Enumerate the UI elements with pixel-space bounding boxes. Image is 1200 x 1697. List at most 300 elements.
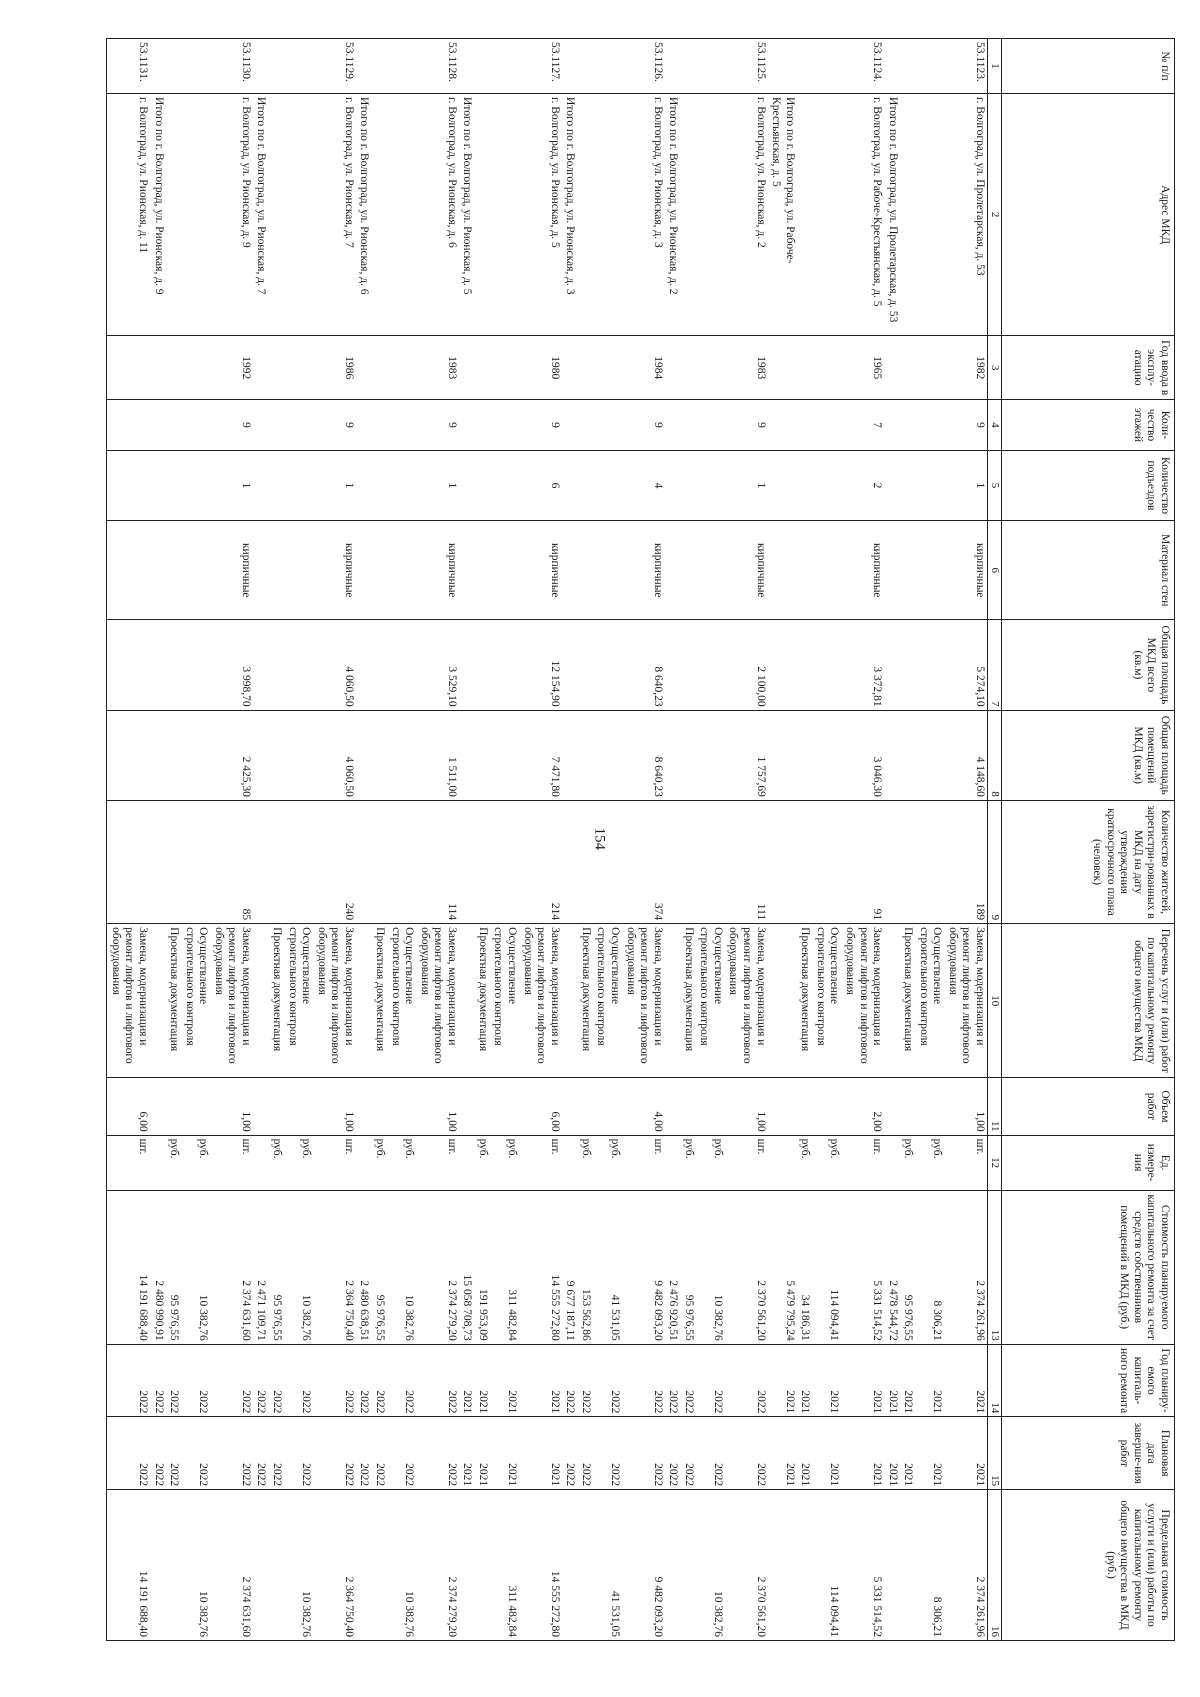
- residents-cell: 214: [519, 800, 562, 923]
- floors-cell: [474, 400, 490, 451]
- empty-cell: [253, 710, 269, 800]
- column-number: 3: [988, 336, 1002, 400]
- cost-cell: 8 306,21: [915, 1190, 944, 1344]
- header-cell: № п/п: [1002, 39, 1175, 94]
- table-row: [680, 39, 696, 1641]
- material-cell: [490, 521, 519, 620]
- plan-year-cell: 2022: [313, 1344, 356, 1417]
- empty-cell: [253, 450, 269, 520]
- unit-cell: руб.: [166, 1135, 182, 1190]
- empty-cell: [884, 1490, 900, 1641]
- empty-cell: [768, 800, 797, 923]
- column-number: 14: [988, 1344, 1002, 1417]
- year-cell: [680, 336, 696, 400]
- end-year-cell: 2022: [268, 1417, 284, 1490]
- row-number-cell: 53.1128.: [416, 39, 459, 94]
- area-total-cell: 8 640,23: [622, 620, 665, 710]
- work-item-cell: Осуществление строительного контроля: [915, 924, 944, 1078]
- empty-cell: [665, 1078, 681, 1135]
- volume-cell: [797, 1078, 813, 1135]
- empty-cell: [253, 800, 269, 923]
- empty-cell: [768, 450, 797, 520]
- year-cell: [268, 336, 284, 400]
- total-row: [768, 39, 797, 1641]
- material-cell: кирпичные: [944, 521, 987, 620]
- area-total-cell: [915, 620, 944, 710]
- work-item-cell: Проектная документация: [680, 924, 696, 1078]
- year-cell: [900, 336, 916, 400]
- area-total-cell: [577, 620, 593, 710]
- row-number-cell: 53.1125.: [725, 39, 768, 94]
- row-number-cell: 53.1123.: [944, 39, 987, 94]
- address-cell: г. Волгоград, ул. Рионская, д. 11: [107, 94, 150, 336]
- total-label-cell: Итого по г. Волгоград, ул. Рионская, д. 5: [459, 94, 475, 336]
- address-cell: [797, 94, 813, 336]
- unit-cell: руб.: [387, 1135, 416, 1190]
- total-spacer-cell: [884, 39, 900, 94]
- residents-cell: [268, 800, 284, 923]
- empty-cell: [459, 450, 475, 520]
- header-cell: Год планиру-емого капиталь-ного ремонта: [1002, 1344, 1175, 1417]
- total-plan-year-cell: 2022: [150, 1344, 166, 1417]
- empty-cell: [562, 1490, 578, 1641]
- empty-cell: [356, 1490, 372, 1641]
- floors-cell: [284, 400, 313, 451]
- header-cell: Плановая дата заверше-ния работ: [1002, 1417, 1175, 1490]
- entrances-cell: [593, 450, 622, 520]
- year-cell: [696, 336, 725, 400]
- end-year-cell: 2021: [900, 1417, 916, 1490]
- floors-cell: [371, 400, 387, 451]
- unit-cell: руб.: [900, 1135, 916, 1190]
- column-number: 9: [988, 800, 1002, 923]
- residents-cell: 111: [725, 800, 768, 923]
- limit-cost-cell: 9 482 093,20: [622, 1490, 665, 1641]
- volume-cell: [812, 1078, 841, 1135]
- residents-cell: [797, 800, 813, 923]
- end-year-cell: 2022: [166, 1417, 182, 1490]
- empty-cell: [884, 521, 900, 620]
- total-cost-cell: 9 677 187,11: [562, 1190, 578, 1344]
- empty-cell: [562, 620, 578, 710]
- area-total-cell: [680, 620, 696, 710]
- entrances-cell: 1: [944, 450, 987, 520]
- work-item-cell: Проектная документация: [797, 924, 813, 1078]
- row-number-cell: 53.1124.: [841, 39, 884, 94]
- table-row: [387, 39, 416, 1641]
- empty-cell: [150, 924, 166, 1078]
- entrances-cell: [577, 450, 593, 520]
- residents-cell: [166, 800, 182, 923]
- total-row: [665, 39, 681, 1641]
- address-cell: [371, 94, 387, 336]
- entrances-cell: [680, 450, 696, 520]
- empty-cell: [768, 336, 797, 400]
- floors-cell: 9: [519, 400, 562, 451]
- capital-repair-table: [106, 38, 1175, 1641]
- empty-cell: [665, 1490, 681, 1641]
- entrances-cell: 1: [210, 450, 253, 520]
- empty-cell: [150, 1135, 166, 1190]
- empty-cell: [459, 800, 475, 923]
- entrances-cell: [387, 450, 416, 520]
- material-cell: [900, 521, 916, 620]
- volume-cell: [166, 1078, 182, 1135]
- row-number-cell: [797, 39, 813, 94]
- empty-cell: [459, 1135, 475, 1190]
- header-cell: Перечень услуг и (или) работ по капитальному ремонту общего имущества МКД: [1002, 924, 1175, 1078]
- address-cell: [387, 94, 416, 336]
- plan-year-cell: 2021: [797, 1344, 813, 1417]
- page-number: 154: [591, 827, 608, 850]
- floors-cell: 9: [416, 400, 459, 451]
- material-cell: [107, 521, 150, 620]
- address-cell: [166, 94, 182, 336]
- limit-cost-cell: 8 306,21: [915, 1490, 944, 1641]
- year-cell: [490, 336, 519, 400]
- column-number: 16: [988, 1490, 1002, 1641]
- entrances-cell: 2: [841, 450, 884, 520]
- area-rooms-cell: [387, 710, 416, 800]
- total-row: [562, 39, 578, 1641]
- empty-cell: [665, 620, 681, 710]
- row-number-cell: [490, 39, 519, 94]
- area-rooms-cell: [166, 710, 182, 800]
- residents-cell: [577, 800, 593, 923]
- plan-year-cell: 2022: [387, 1344, 416, 1417]
- end-year-cell: 2021: [944, 1417, 987, 1490]
- entrances-cell: [812, 450, 841, 520]
- floors-cell: [166, 400, 182, 451]
- column-number: 6: [988, 521, 1002, 620]
- end-year-cell: 2021: [490, 1417, 519, 1490]
- material-cell: [797, 521, 813, 620]
- cost-cell: 95 976,55: [268, 1190, 284, 1344]
- plan-year-cell: 2022: [725, 1344, 768, 1417]
- residents-cell: 240: [313, 800, 356, 923]
- address-cell: [915, 94, 944, 336]
- empty-cell: [253, 1078, 269, 1135]
- address-cell: [268, 94, 284, 336]
- total-label-cell: Итого по г. Волгоград, ул. Рабоче-Крестьянская, д. 5: [768, 94, 797, 336]
- residents-cell: [490, 800, 519, 923]
- limit-cost-cell: [268, 1490, 284, 1641]
- empty-cell: [665, 521, 681, 620]
- address-cell: г. Волгоград, ул. Рионская, д. 2: [725, 94, 768, 336]
- address-cell: г. Волгоград, ул. Рионская, д. 5: [519, 94, 562, 336]
- plan-year-cell: 2022: [284, 1344, 313, 1417]
- header-cell: Адрес МКД: [1002, 94, 1175, 336]
- floors-cell: [900, 400, 916, 451]
- residents-cell: [696, 800, 725, 923]
- volume-cell: [915, 1078, 944, 1135]
- area-total-cell: [107, 620, 150, 710]
- empty-cell: [459, 336, 475, 400]
- empty-cell: [884, 1135, 900, 1190]
- empty-cell: [253, 336, 269, 400]
- entrances-cell: [474, 450, 490, 520]
- empty-cell: [884, 400, 900, 451]
- end-year-cell: 2022: [210, 1417, 253, 1490]
- area-total-cell: 3 529,10: [416, 620, 459, 710]
- end-year-cell: 2022: [577, 1417, 593, 1490]
- year-cell: [915, 336, 944, 400]
- empty-cell: [356, 521, 372, 620]
- unit-cell: шт.: [313, 1135, 356, 1190]
- volume-cell: 6,00: [519, 1078, 562, 1135]
- header-cell: Предельная стоимость услуги и (или) работы по капитальному ремонту общего имущества в МКД (руб.): [1002, 1490, 1175, 1641]
- year-cell: 1980: [519, 336, 562, 400]
- total-spacer-cell: [562, 39, 578, 94]
- address-cell: [812, 94, 841, 336]
- end-year-cell: 2022: [696, 1417, 725, 1490]
- table-row: [944, 39, 987, 1641]
- empty-cell: [459, 710, 475, 800]
- total-label-cell: Итого по г. Волгоград, ул. Рионская, д. 9: [150, 94, 166, 336]
- total-plan-year-cell: 2022: [562, 1344, 578, 1417]
- cost-cell: 95 976,55: [680, 1190, 696, 1344]
- empty-cell: [562, 1135, 578, 1190]
- header-cell: Общая площадь МКД всего (кв.м): [1002, 620, 1175, 710]
- total-cost-cell: 2 471 109,71: [253, 1190, 269, 1344]
- total-cost-cell: 2 480 990,91: [150, 1190, 166, 1344]
- residents-cell: [181, 800, 210, 923]
- total-label-cell: Итого по г. Волгоград, ул. Рионская, д. 6: [356, 94, 372, 336]
- total-label-cell: Итого по г. Волгоград, ул. Рионская, д. 3: [562, 94, 578, 336]
- cost-cell: 311 482,84: [490, 1190, 519, 1344]
- table-body: [107, 39, 1002, 1641]
- address-cell: г. Волгоград, ул. Рионская, д. 7: [313, 94, 356, 336]
- limit-cost-cell: 10 382,76: [387, 1490, 416, 1641]
- material-cell: [181, 521, 210, 620]
- empty-cell: [150, 800, 166, 923]
- entrances-cell: [371, 450, 387, 520]
- empty-cell: [459, 400, 475, 451]
- cost-cell: 95 976,55: [371, 1190, 387, 1344]
- empty-cell: [665, 450, 681, 520]
- table-row: [313, 39, 356, 1641]
- empty-cell: [150, 1078, 166, 1135]
- row-number-cell: 53.1126.: [622, 39, 665, 94]
- empty-cell: [768, 924, 797, 1078]
- residents-cell: [915, 800, 944, 923]
- limit-cost-cell: [577, 1490, 593, 1641]
- unit-cell: шт.: [210, 1135, 253, 1190]
- work-item-cell: Замена, модернизация и ремонт лифтов и лифтового оборудования: [725, 924, 768, 1078]
- empty-cell: [356, 450, 372, 520]
- entrances-cell: [166, 450, 182, 520]
- empty-cell: [562, 450, 578, 520]
- residents-cell: 374: [622, 800, 665, 923]
- area-total-cell: 12 154,90: [519, 620, 562, 710]
- limit-cost-cell: 2 364 750,40: [313, 1490, 356, 1641]
- total-spacer-cell: [665, 39, 681, 94]
- material-cell: кирпичные: [519, 521, 562, 620]
- plan-year-cell: 2021: [841, 1344, 884, 1417]
- floors-cell: [490, 400, 519, 451]
- residents-cell: 91: [841, 800, 884, 923]
- material-cell: кирпичные: [313, 521, 356, 620]
- row-number-cell: [915, 39, 944, 94]
- unit-cell: руб.: [680, 1135, 696, 1190]
- limit-cost-cell: 14 191 688,40: [107, 1490, 150, 1641]
- table-row: [696, 39, 725, 1641]
- material-cell: кирпичные: [416, 521, 459, 620]
- limit-cost-cell: 114 094,41: [812, 1490, 841, 1641]
- area-rooms-cell: 4 060,50: [313, 710, 356, 800]
- area-rooms-cell: [268, 710, 284, 800]
- total-label-cell: Итого по г. Волгоград, ул. Пролетарская, д. 53: [884, 94, 900, 336]
- empty-cell: [150, 450, 166, 520]
- area-total-cell: [474, 620, 490, 710]
- residents-cell: [812, 800, 841, 923]
- work-item-cell: Проектная документация: [577, 924, 593, 1078]
- entrances-cell: [797, 450, 813, 520]
- end-year-cell: 2021: [841, 1417, 884, 1490]
- table-row: [593, 39, 622, 1641]
- area-total-cell: 2 100,00: [725, 620, 768, 710]
- entrances-cell: 1: [416, 450, 459, 520]
- column-number: 12: [988, 1135, 1002, 1190]
- plan-year-cell: 2022: [577, 1344, 593, 1417]
- total-cost-cell: 2 478 544,72: [884, 1190, 900, 1344]
- work-item-cell: Замена, модернизация и ремонт лифтов и лифтового оборудования: [519, 924, 562, 1078]
- work-item-cell: Осуществление строительного контроля: [387, 924, 416, 1078]
- work-item-cell: Осуществление строительного контроля: [181, 924, 210, 1078]
- year-cell: 1984: [622, 336, 665, 400]
- residents-cell: [900, 800, 916, 923]
- floors-cell: 7: [841, 400, 884, 451]
- area-total-cell: [797, 620, 813, 710]
- address-cell: г. Волгоград, ул. Рионская, д. 3: [622, 94, 665, 336]
- area-rooms-cell: 4 148,60: [944, 710, 987, 800]
- cost-cell: 95 976,55: [166, 1190, 182, 1344]
- floors-cell: [797, 400, 813, 451]
- cost-cell: 10 382,76: [181, 1190, 210, 1344]
- total-end-year-cell: 2022: [253, 1417, 269, 1490]
- address-cell: [696, 94, 725, 336]
- end-year-cell: 2022: [284, 1417, 313, 1490]
- work-item-cell: Осуществление строительного контроля: [593, 924, 622, 1078]
- unit-cell: руб.: [268, 1135, 284, 1190]
- empty-cell: [253, 924, 269, 1078]
- row-number-cell: [474, 39, 490, 94]
- work-item-cell: Проектная документация: [474, 924, 490, 1078]
- year-cell: 1983: [416, 336, 459, 400]
- empty-cell: [768, 710, 797, 800]
- plan-year-cell: 2022: [622, 1344, 665, 1417]
- cost-cell: 41 531,05: [593, 1190, 622, 1344]
- year-cell: 1983: [725, 336, 768, 400]
- volume-cell: [181, 1078, 210, 1135]
- volume-cell: 2,00: [841, 1078, 884, 1135]
- year-cell: [371, 336, 387, 400]
- empty-cell: [665, 924, 681, 1078]
- area-total-cell: [371, 620, 387, 710]
- volume-cell: [696, 1078, 725, 1135]
- limit-cost-cell: 10 382,76: [696, 1490, 725, 1641]
- volume-cell: [268, 1078, 284, 1135]
- year-cell: [797, 336, 813, 400]
- work-item-cell: Осуществление строительного контроля: [812, 924, 841, 1078]
- plan-year-cell: 2022: [268, 1344, 284, 1417]
- empty-cell: [768, 400, 797, 451]
- floors-cell: [680, 400, 696, 451]
- cost-cell: 34 186,31: [797, 1190, 813, 1344]
- total-cost-cell: 2 480 638,51: [356, 1190, 372, 1344]
- empty-cell: [253, 620, 269, 710]
- residents-cell: 114: [416, 800, 459, 923]
- end-year-cell: 2022: [725, 1417, 768, 1490]
- total-row: [884, 39, 900, 1641]
- table-row: [284, 39, 313, 1641]
- table-row: [519, 39, 562, 1641]
- end-year-cell: 2021: [519, 1417, 562, 1490]
- row-number-cell: [284, 39, 313, 94]
- residents-cell: 189: [944, 800, 987, 923]
- plan-year-cell: 2021: [900, 1344, 916, 1417]
- table-row: [490, 39, 519, 1641]
- area-rooms-cell: [680, 710, 696, 800]
- address-cell: г. Волгоград, ул. Пролетарская, д. 53: [944, 94, 987, 336]
- empty-cell: [253, 400, 269, 451]
- row-number-cell: 53.1130.: [210, 39, 253, 94]
- residents-cell: [371, 800, 387, 923]
- header-cell: Объем работ: [1002, 1078, 1175, 1135]
- year-cell: [812, 336, 841, 400]
- total-spacer-cell: [459, 39, 475, 94]
- rotated-table-wrapper: [75, 38, 1175, 1641]
- cost-cell: 9 482 093,20: [622, 1190, 665, 1344]
- volume-cell: [387, 1078, 416, 1135]
- empty-cell: [768, 620, 797, 710]
- empty-cell: [150, 400, 166, 451]
- header-row: [1002, 39, 1175, 1641]
- volume-cell: 1,00: [313, 1078, 356, 1135]
- total-plan-year-cell: 2022: [356, 1344, 372, 1417]
- table-row: [622, 39, 665, 1641]
- cost-cell: 95 976,55: [900, 1190, 916, 1344]
- material-cell: [680, 521, 696, 620]
- limit-cost-cell: 5 331 514,52: [841, 1490, 884, 1641]
- work-item-cell: Замена, модернизация и ремонт лифтов и лифтового оборудования: [313, 924, 356, 1078]
- empty-cell: [562, 400, 578, 451]
- plan-year-cell: 2022: [371, 1344, 387, 1417]
- unit-cell: шт.: [107, 1135, 150, 1190]
- plan-year-cell: 2022: [107, 1344, 150, 1417]
- header-cell: Год ввода в эксплу-атацию: [1002, 336, 1175, 400]
- unit-cell: руб.: [181, 1135, 210, 1190]
- floors-cell: 9: [210, 400, 253, 451]
- work-item-cell: Замена, модернизация и ремонт лифтов и лифтового оборудования: [841, 924, 884, 1078]
- table-row: [107, 39, 150, 1641]
- work-item-cell: Замена, модернизация и ремонт лифтов и лифтового оборудования: [210, 924, 253, 1078]
- floors-cell: 9: [944, 400, 987, 451]
- total-spacer-cell: [356, 39, 372, 94]
- floors-cell: [812, 400, 841, 451]
- floors-cell: [268, 400, 284, 451]
- end-year-cell: 2021: [812, 1417, 841, 1490]
- end-year-cell: 2022: [680, 1417, 696, 1490]
- address-cell: [284, 94, 313, 336]
- floors-cell: [593, 400, 622, 451]
- header-cell: Коли-чество этажей: [1002, 400, 1175, 451]
- material-cell: [915, 521, 944, 620]
- row-number-cell: [812, 39, 841, 94]
- volume-cell: [593, 1078, 622, 1135]
- material-cell: [577, 521, 593, 620]
- material-cell: кирпичные: [622, 521, 665, 620]
